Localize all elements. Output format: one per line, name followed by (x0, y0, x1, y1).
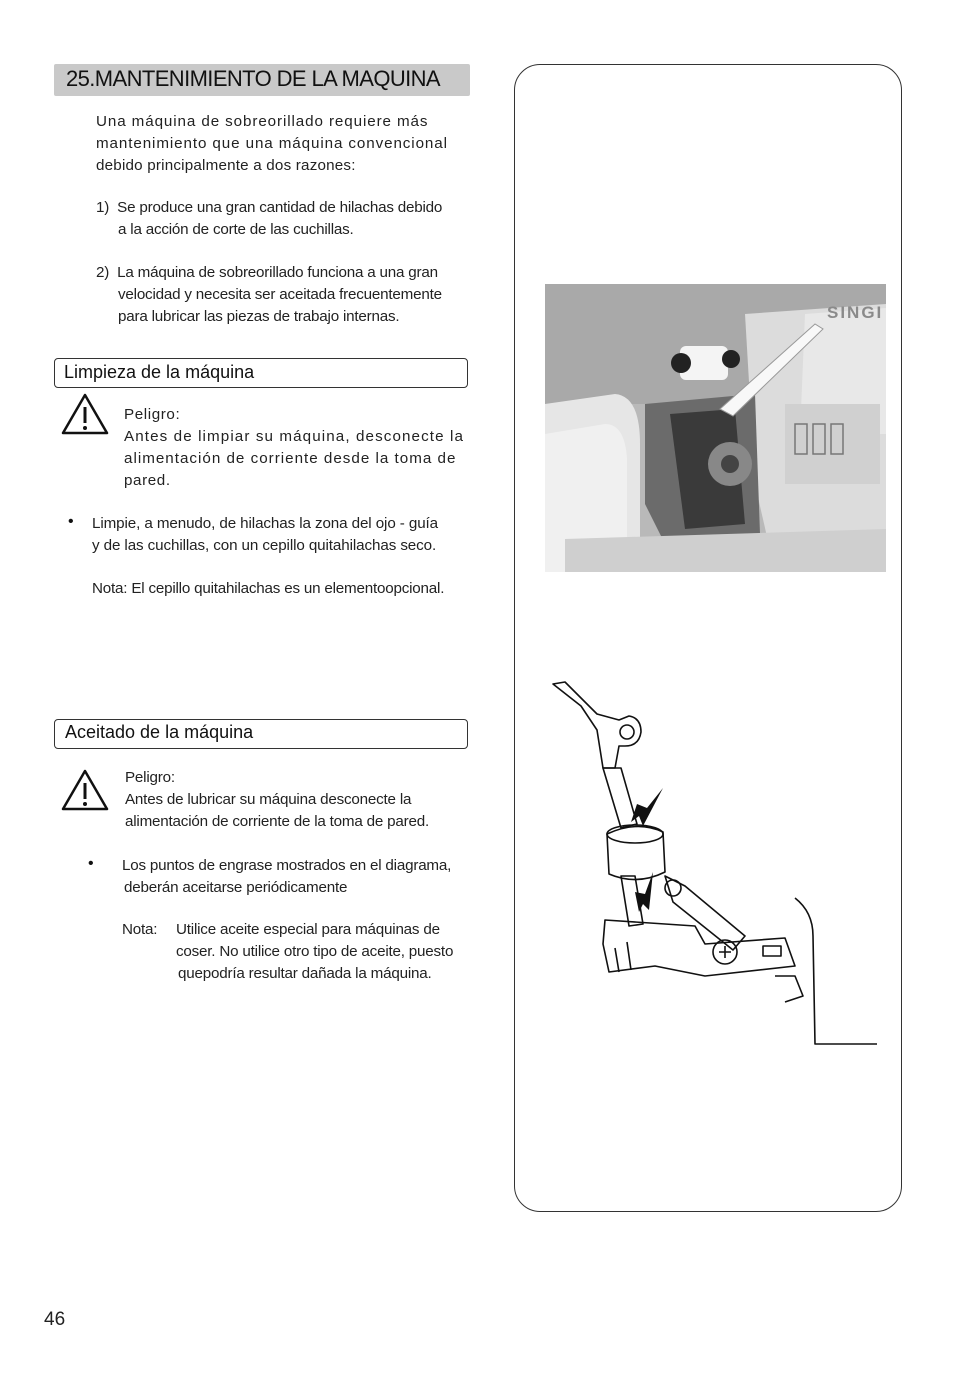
reason-1 (96, 197, 442, 241)
danger-label: Peligro: (124, 406, 181, 423)
bullet-dot: • (88, 855, 94, 872)
reason-number: 1) (96, 199, 110, 216)
reason-text: a la acción de corte de las cuchillas. (118, 221, 354, 238)
oiling-note-label: Nota: (122, 921, 158, 938)
intro-line: debido principalmente a dos razones: (96, 157, 356, 174)
danger-line: Antes de limpiar su máquina, desconecte la (124, 428, 464, 445)
instruction-line: Los puntos de engrase mostrados en el diagrama, (122, 857, 452, 874)
oiling-diagram (545, 676, 885, 1056)
danger-label: Peligro: (125, 769, 175, 786)
reason-number: 2) (96, 264, 110, 281)
intro-line: mantenimiento que una máquina convencional (96, 135, 448, 152)
section-heading-oiling: Aceitado de la máquina (65, 722, 254, 742)
danger-line: alimentación de corriente desde la toma de (124, 450, 457, 467)
cleaning-note: Nota: El cepillo quitahilachas es un elementoopcional. (92, 580, 445, 597)
reason-text: Se produce una gran cantidad de hilachas debido (117, 199, 443, 216)
instruction-line: Limpie, a menudo, de hilachas la zona del ojo - guía (92, 515, 439, 532)
danger-cleaning (124, 404, 464, 492)
intro-paragraph (96, 111, 448, 177)
note-line: coser. No utilice otro tipo de aceite, puesto (176, 943, 454, 960)
warning-triangle-icon (60, 768, 110, 812)
section-heading-cleaning: Limpieza de la máquina (64, 362, 255, 382)
reason-2 (96, 262, 442, 328)
reason-text: para lubricar las piezas de trabajo internas. (118, 308, 400, 325)
oiling-note (176, 919, 453, 985)
danger-line: pared. (124, 472, 171, 489)
danger-oiling (125, 767, 429, 833)
intro-line: Una máquina de sobreorillado requiere más (96, 113, 429, 130)
machine-photo (545, 284, 886, 572)
reason-text: La máquina de sobreorillado funciona a una gran (117, 264, 438, 281)
danger-line: alimentación de corriente de la toma de pared. (125, 813, 430, 830)
note-line: quepodría resultar dañada la máquina. (178, 965, 432, 982)
bullet-dot: • (68, 513, 74, 530)
page-number: 46 (44, 1309, 66, 1330)
danger-line: Antes de lubricar su máquina desconecte la (125, 791, 412, 808)
page-title: 25.MANTENIMIENTO DE LA MAQUINA (66, 66, 441, 91)
warning-triangle-icon (60, 392, 110, 436)
instruction-line: deberán aceitarse periódicamente (124, 879, 348, 896)
cleaning-instruction (92, 513, 438, 557)
reason-text: velocidad y necesita ser aceitada frecuentemente (118, 286, 442, 303)
note-line: Utilice aceite especial para máquinas de (176, 921, 440, 938)
oiling-instruction (122, 855, 451, 899)
brand-label: SINGI (827, 303, 884, 322)
instruction-line: y de las cuchillas, con un cepillo quitahilachas seco. (92, 537, 437, 554)
